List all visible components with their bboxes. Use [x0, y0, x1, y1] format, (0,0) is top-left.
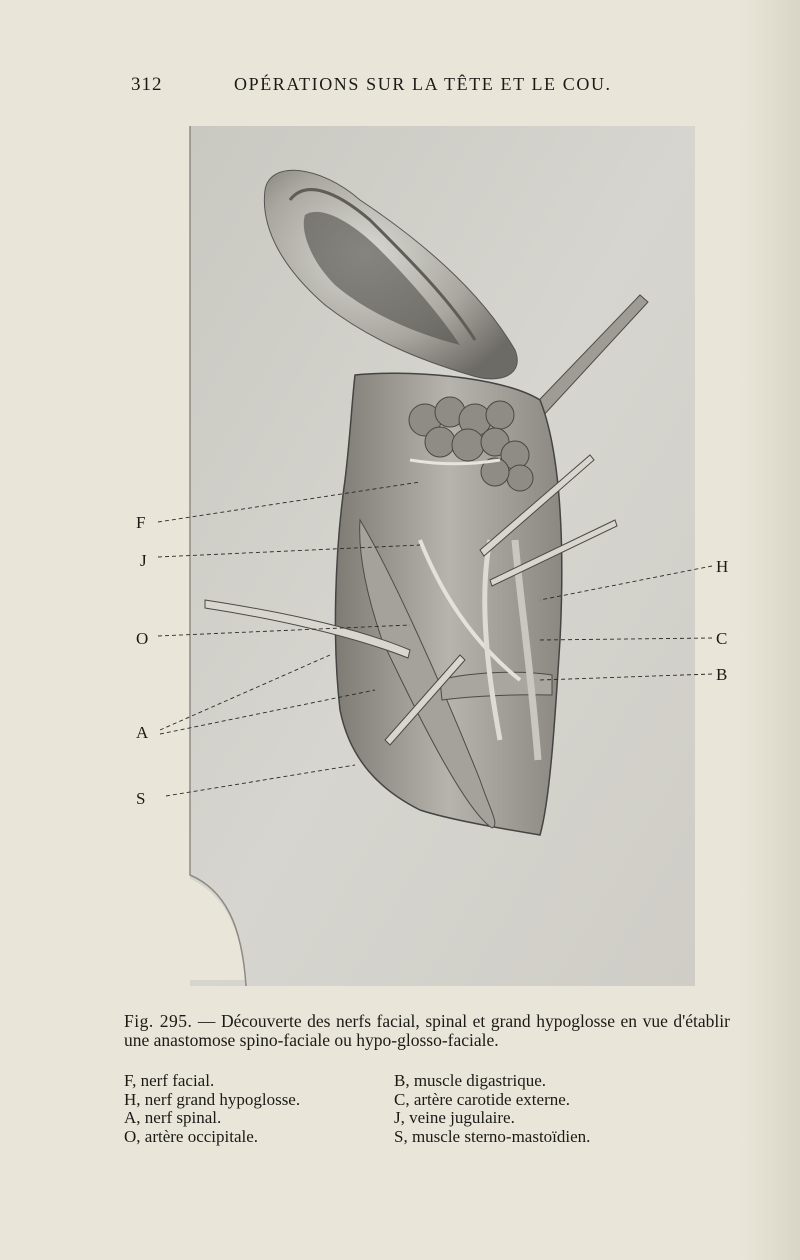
anatomical-figure	[120, 120, 740, 1000]
legend-item: J, veine jugulaire.	[394, 1108, 515, 1127]
label-o: O	[136, 629, 149, 648]
legend-item: F, nerf facial.	[124, 1071, 215, 1090]
legend-item: O, artère occipitale.	[124, 1126, 259, 1146]
legend-column-right	[394, 1072, 590, 1146]
running-head: OPÉRATIONS SUR LA TÊTE ET LE COU.	[234, 74, 612, 94]
page-header	[0, 74, 800, 100]
label-a: A	[136, 723, 149, 742]
page-shadow	[740, 0, 800, 1260]
figure-number: Fig. 295.	[124, 1011, 193, 1031]
figure-caption	[124, 1012, 730, 1050]
legend-item: B, muscle digastrique.	[394, 1071, 547, 1090]
caption-text: — Découverte des nerfs facial, spinal et grand hypoglosse en vue d'établir une anastomose spino-faciale ou hypo-glosso-faciale.	[124, 1011, 730, 1050]
legend-item: C, artère carotide externe.	[394, 1089, 571, 1109]
label-c: C	[716, 629, 728, 648]
label-j: J	[140, 551, 147, 570]
label-f: F	[136, 513, 146, 532]
legend-item: H, nerf grand hypoglosse.	[124, 1089, 301, 1109]
page-number: 312	[131, 74, 163, 95]
anatomy-illustration	[120, 120, 740, 1000]
legend-column-left	[124, 1072, 300, 1146]
surgical-wound	[335, 373, 561, 835]
label-h: H	[716, 557, 729, 576]
label-b: B	[716, 665, 728, 684]
label-s: S	[136, 789, 146, 808]
legend-item: S, muscle sterno-mastoïdien.	[394, 1126, 591, 1146]
legend-item: A, nerf spinal.	[124, 1108, 222, 1127]
